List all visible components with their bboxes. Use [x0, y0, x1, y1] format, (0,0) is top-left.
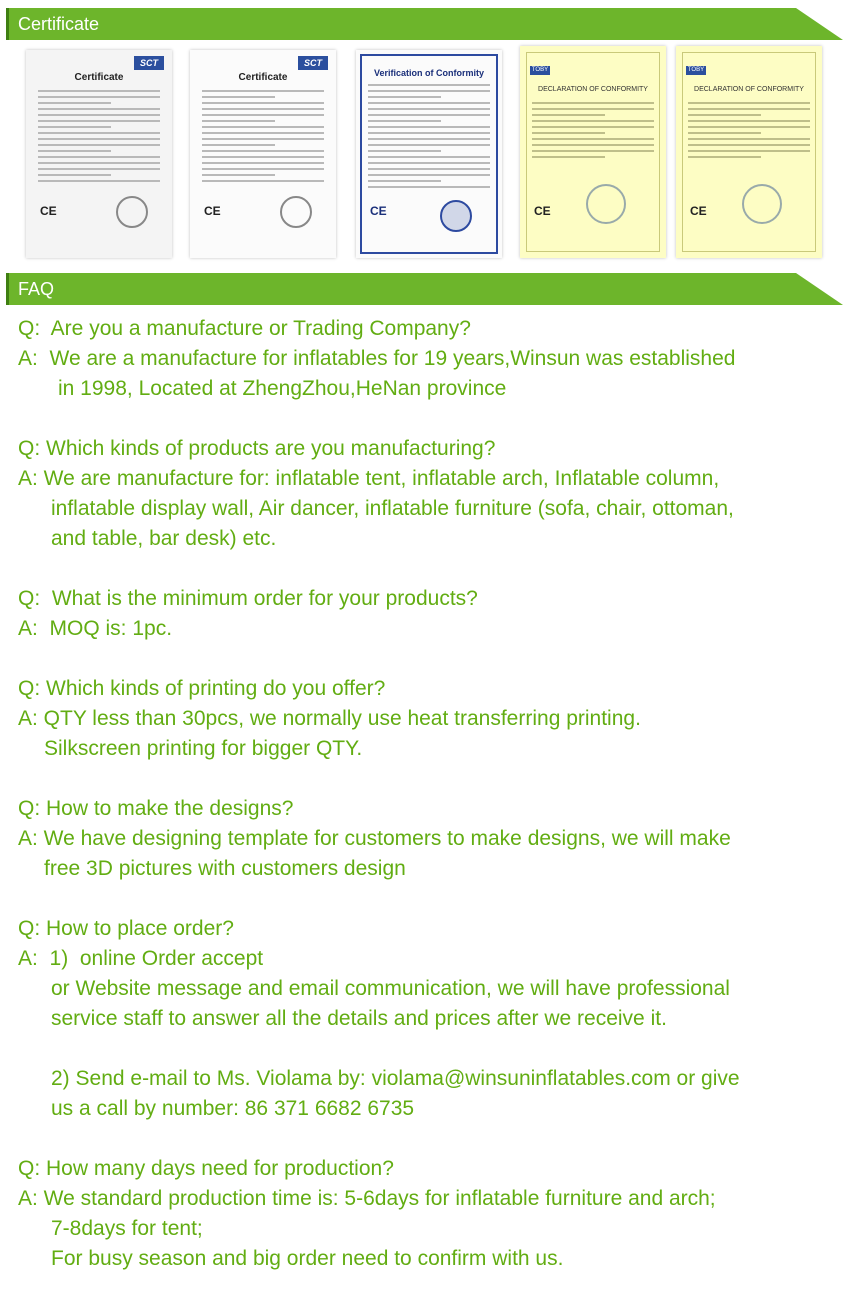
faq-answer: inflatable display wall, Air dancer, inflatable furniture (sofa, chair, ottoman, [51, 497, 734, 520]
faq-answer: A: We have designing template for customers to make designs, we will make [18, 827, 731, 850]
ce-mark-icon: CE [370, 204, 387, 218]
certificate-heading: Certificate [238, 72, 288, 83]
certificate-heading: DECLARATION OF CONFORMITY [694, 86, 804, 93]
faq-answer: or Website message and email communication, we will have professional [51, 977, 730, 1000]
faq-answer: For busy season and big order need to confirm with us. [51, 1247, 564, 1270]
ce-mark-icon: CE [204, 204, 221, 218]
faq-answer: service staff to answer all the details and prices after we receive it. [51, 1007, 667, 1030]
certificate-heading: Certificate [74, 72, 124, 83]
faq-answer: A: We are a manufacture for inflatables for 19 years,Winsun was established [18, 347, 736, 370]
faq-question: Q: What is the minimum order for your products? [18, 587, 478, 610]
ce-mark-icon: CE [690, 204, 707, 218]
faq-answer: Silkscreen printing for bigger QTY. [44, 737, 363, 760]
certificate-title: Certificate [18, 14, 100, 34]
faq-answer: A: We standard production time is: 5-6days for inflatable furniture and arch; [18, 1187, 716, 1210]
faq-question: Q: How many days need for production? [18, 1157, 394, 1180]
faq-question: Q: How to make the designs? [18, 797, 294, 820]
faq-question: Q: Which kinds of printing do you offer? [18, 677, 386, 700]
ce-mark-icon: CE [40, 204, 57, 218]
faq-answer: and table, bar desk) etc. [51, 527, 277, 550]
sct-logo: SCT [134, 56, 164, 70]
certificate-heading: DECLARATION OF CONFORMITY [538, 86, 648, 93]
faq-answer: A: We are manufacture for: inflatable tent, inflatable arch, Inflatable column, [18, 467, 720, 490]
faq-question: Q: Are you a manufacture or Trading Company? [18, 317, 471, 340]
faq-question: Q: Which kinds of products are you manufacturing? [18, 437, 496, 460]
faq-question: Q: How to place order? [18, 917, 234, 940]
toby-logo: TOBY [687, 67, 705, 73]
faq-answer: A: MOQ is: 1pc. [18, 617, 173, 640]
sct-logo: SCT [298, 56, 328, 70]
toby-logo: TOBY [531, 67, 549, 73]
faq-answer: A: 1) online Order accept [18, 947, 264, 970]
faq-title: FAQ [18, 279, 55, 299]
faq-answer: in 1998, Located at ZhengZhou,HeNan province [58, 377, 507, 400]
faq-answer: us a call by number: 86 371 6682 6735 [51, 1097, 415, 1120]
faq-answer: 2) Send e-mail to Ms. Violama by: violama@winsuninflatables.com or give [51, 1067, 740, 1090]
faq-answer: free 3D pictures with customers design [44, 857, 406, 880]
ce-mark-icon: CE [534, 204, 551, 218]
faq-answer: 7-8days for tent; [51, 1217, 203, 1240]
faq-answer: A: QTY less than 30pcs, we normally use heat transferring printing. [18, 707, 641, 730]
certificate-heading: Verification of Conformity [373, 68, 484, 78]
